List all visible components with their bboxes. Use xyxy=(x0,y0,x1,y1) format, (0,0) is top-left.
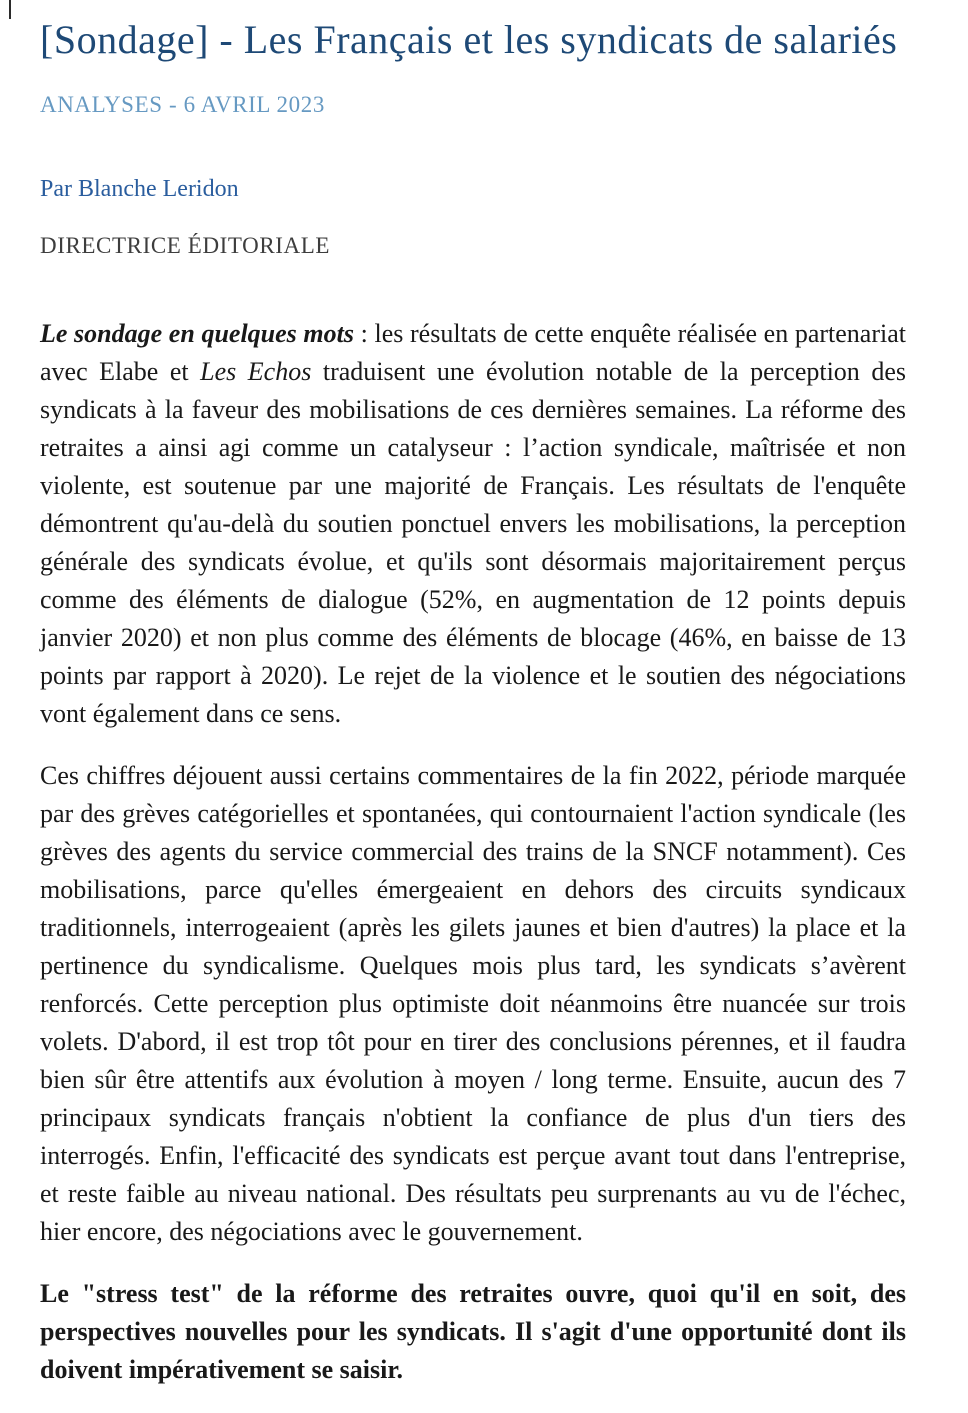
intro-text-a: : les résultats de cette enquête réalisée en partenariat avec Elabe et xyxy=(40,318,906,386)
intro-text-b: traduisent une évolution notable de la perception des syndicats à la faveur des mobilisations de ces dernières semaines. La réforme des retraites a ainsi agi comme un catalyseur : l’action syndicale, maîtrisée et non violente, est soutenue par une majorité de Français. Les résultats de l'enquête démontrent qu'au-delà du soutien ponctuel envers les mobilisations, la perception générale des syndicats évolue, et qu'ils sont désormais majoritairement perçus comme des éléments de dialogue (52%, en augmentation de 12 points depuis janvier 2020) et non plus comme des éléments de blocage (46%, en baisse de 13 points par rapport à 2020). Le rejet de la violence et le soutien des négociations vont également dans ce sens. xyxy=(40,356,906,728)
page-title: [Sondage] - Les Français et les syndicats de salariés xyxy=(40,17,898,62)
paragraph-conclusion-bold: Le "stress test" de la réforme des retraites ouvre, quoi qu'il en soit, des perspectives nouvelles pour les syndicats. Il s'agit d'une opportunité dont ils doivent impérativement se saisir. xyxy=(40,1278,906,1384)
article-content xyxy=(40,12,906,1413)
paragraph-intro xyxy=(40,315,906,733)
intro-lead-bold-italic: Le sondage en quelques mots xyxy=(40,318,354,348)
text-cursor xyxy=(9,0,11,19)
paragraph-analysis: Ces chiffres déjouent aussi certains commentaires de la fin 2022, période marquée par des grèves catégorielles et spontanées, qui contournaient l'action syndicale (les grèves des agents du service commercial des trains de la SNCF notamment). Ces mobilisations, parce qu'elles émergeaient en dehors des circuits syndicaux traditionnels, interrogeaient (après les gilets jaunes et bien d'autres) la place et la pertinence du syndicalisme. Quelques mois plus tard, les syndicats s’avèrent renforcés. Cette perception plus optimiste doit néanmoins être nuancée sur trois volets. D'abord, il est trop tôt pour en tirer des conclusions pérennes, et il faudra bien sûr être attentifs aux évolution à moyen / long terme. Ensuite, aucun des 7 principaux syndicats français n'obtient la confiance de plus d'un tiers des interrogés. Enfin, l'efficacité des syndicats est perçue avant tout dans l'entreprise, et reste faible au niveau national. Des résultats peu surprenants au vu de l'échec, hier encore, des négociations avec le gouvernement. xyxy=(40,760,906,1246)
publication-name-italic: Les Echos xyxy=(200,356,312,386)
author-role: DIRECTRICE ÉDITORIALE xyxy=(40,232,331,258)
author-byline-link[interactable]: Par Blanche Leridon xyxy=(40,175,239,202)
category-date: ANALYSES - 6 AVRIL 2023 xyxy=(40,91,325,117)
article-body xyxy=(40,315,906,1389)
